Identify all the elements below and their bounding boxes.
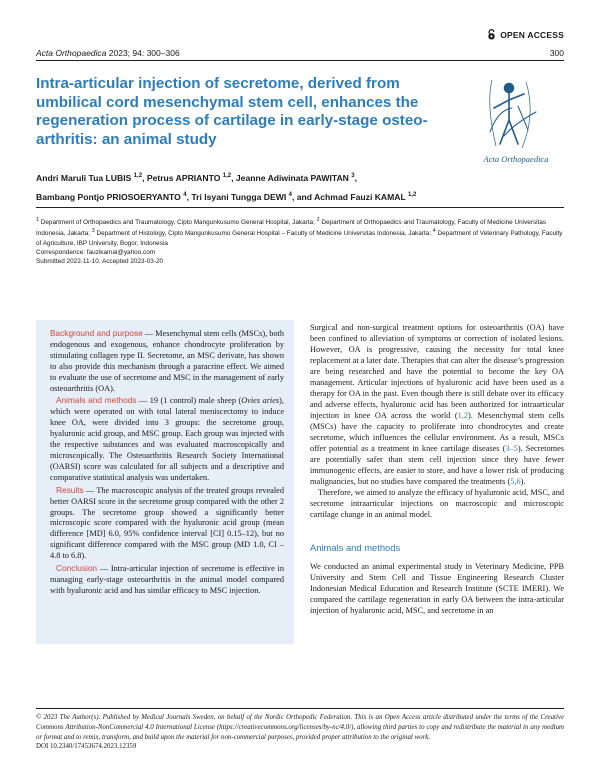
open-access-lock-icon <box>487 29 496 40</box>
affiliations <box>36 216 566 267</box>
author-affiliation-sup: 1,2 <box>407 191 417 198</box>
journal-logo <box>468 74 564 170</box>
reference-link[interactable]: 5,6 <box>510 477 521 486</box>
body-right-column <box>310 322 564 616</box>
author-affiliation-sup: 4 <box>288 191 292 198</box>
section-heading-methods: Animals and methods <box>310 542 401 553</box>
intro-paragraph-2: Therefore, we aimed to analyze the efficacy of hyaluronic acid, MSC, and secretome intraarticular injections on macroscopic and microscopic cartilage change in an animal model. <box>310 488 564 519</box>
abstract-box <box>36 320 294 644</box>
abstract-label-results: Results <box>56 484 84 495</box>
abstract-label-conclusion: Conclusion <box>56 563 98 574</box>
author-name: Bambang Pontjo PRIOSOERYANTO <box>36 191 184 202</box>
author-line-2 <box>36 187 556 206</box>
abstract-conclusion: Conclusion — Intra-articular injection of secretome is effective in managing early-stage osteoarthritis in the animal model compared with hyaluronic acid and has similar efficacy to MSC injection. <box>50 563 284 595</box>
license-text: © 2023 The Author(s). Published by Medical Journals Sweden, on behalf of the Nordic Orthopedic Federation. This is an Open Access article distributed under the terms of the Creative Commons Attribution-NonCommercial 4.0 International License (https://creativecommons.org/licenses/by-nc/4.0/), allowing third parties to copy and redistribute the material in any medium or format and to remix, transform, and build upon the material for non-commercial purposes, provided proper attribution to the original work. <box>36 714 564 741</box>
submission-dates: Submitted 2022-11-10. Accepted 2023-03-20 <box>36 258 164 266</box>
author-name: , Jeanne Adiwinata PAWITAN <box>231 172 352 183</box>
affiliation-text: $^1$ Department of Orthopaedics and Traumatology, Cipto Mangunkusumo General Hospital, Jakarta; $^2$ Department of Orthopaedics and Traumatology, Faculty of Medicine Universitas Indonesia, Jakarta; $^3$ Department of Histology, Cipto Mangunkusumo General Hospital – Faculty of Medicine Universitas Indonesia, Jakarta; $^4$ Department of Veterinary Pathology, Faculty of Agriculture, IBP University, Bogor, Indonesia <box>36 217 563 247</box>
abstract-results: Results — The macroscopic analysis of the treated groups revealed better OARSI score in the secretome group compared with the other 2 groups. The secretome group showed a significantly better microscopic score compared with the hyaluronic acid group (mean difference [MD] 6.0, 95% confidence interval [CI] 0.15–12), but no significant difference compared with the MSC group (MD 1.0, CI –4.8 to 6.8). <box>50 484 284 561</box>
abstract-methods: Animals and methods — 19 (1 control) male sheep (Ovies aries), which were operated on with total lateral meniscectomy to induce knee OA, were divided into 3 groups: the secretome group, hyaluronic acid group, and MSC group. Each group was injected with the respective substances and was evaluated macroscopically and microscopically. The Osteoarthritis Research Society International (OARSI) score was calculated for all subjects and a descriptive and comparative statistical analysis was undertaken. <box>50 395 284 482</box>
author-line-1 <box>36 168 556 187</box>
footer-rule <box>36 708 564 709</box>
abstract-label-methods: Animals and methods <box>56 395 137 406</box>
author-name: , Tri Isyani Tungga DEWI <box>186 191 289 202</box>
page-number: 300 <box>549 48 564 58</box>
article-title: Intra-articular injection of secretome, derived from umbilical cord mesenchymal stem cell, enhances the regeneration process of cartilage in early-stage osteo-arthritis: an animal study <box>36 75 428 148</box>
methods-paragraph-1: We conducted an animal experimental study in Veterinary Medicine, PPB University and Stem Cell and Tissue Engineering Research Cluster Indonesian Medical Education and Research Institute (SCTE IMERI). We compared the cartilage regeneration in early OA between the intra-articular injection of hyaluronic acid, MSC, and secretome in an <box>310 562 564 615</box>
author-separator: , <box>354 172 358 183</box>
open-access-badge <box>487 29 564 40</box>
author-name: , Petrus APRIANTO <box>142 172 223 183</box>
journal-logo-text: Acta Orthopaedica <box>483 154 549 164</box>
abstract-label-background: Background and purpose <box>50 328 143 338</box>
journal-name: Acta Orthopaedica <box>36 48 107 58</box>
journal-citation <box>36 48 180 58</box>
author-list <box>36 168 556 206</box>
open-access-label: OPEN ACCESS <box>500 29 564 40</box>
author-name: Andri Maruli Tua LUBIS <box>36 172 134 183</box>
doi: DOI 10.2340/17453674.2023.12359 <box>36 743 137 751</box>
correspondence: Correspondence: fauzikamal@yahoo.com <box>36 249 156 257</box>
abstract-background: Background and purpose — Mesenchymal stem cells (MSCs), both endogenous and exogenous, enhance chondrocyte proliferation by stimulating collagen type II. Secretome, an MSC derivate, has shown to also provide this mechanism through a paracrine effect. We aimed to evaluate the use of secretome and MSC in the management of early osteoarthritis (OA). <box>50 328 285 393</box>
authors-rule <box>36 207 564 208</box>
header-rule <box>36 60 564 61</box>
reference-link[interactable]: 3–5 <box>505 444 518 453</box>
author-name: , and Achmad Fauzi KAMAL <box>291 191 408 202</box>
author-affiliation-sup: 3 <box>351 173 355 179</box>
author-affiliation-sup: 4 <box>183 191 187 198</box>
license-footer <box>36 713 564 752</box>
intro-paragraph-1: Surgical and non-surgical treatment options for osteoarthritis (OA) have been confined to alleviation of symptoms or correction of isolated lesions. However, OA is progressive, causing the necessity for total knee replacement at a later date. Therapies that can alter the disease’s progression are being researched and have the potential to become the key OA management. Articular injections of hyaluronic acid have been used as a therapy for OA in the past. Even though there is still debate over its efficacy and adverse effects, hyaluronic acid has been authorized for intraarticular injection in knee OA across the world (1,2). Mesenchymal stem cells (MSCs) have the capacity to proliferate into chondrocytes and create secretome, which influences the cellular environment. As a result, MSCs offer potential as a treatment in knee cartilage diseases (3–5). Secretomes are potentially safer than stem cell injection since they have fewer immunogenic effects, are easier to store, and have a lower risk of producing malignancies, but no studies have compared the treatments (5,6). <box>310 323 565 486</box>
reference-link[interactable]: 1,2 <box>457 411 469 420</box>
author-affiliation-sup: 1,2 <box>133 173 143 179</box>
author-affiliation-sup: 1,2 <box>222 173 232 179</box>
journal-volume-pages: 2023; 94: 300–306 <box>106 48 180 58</box>
